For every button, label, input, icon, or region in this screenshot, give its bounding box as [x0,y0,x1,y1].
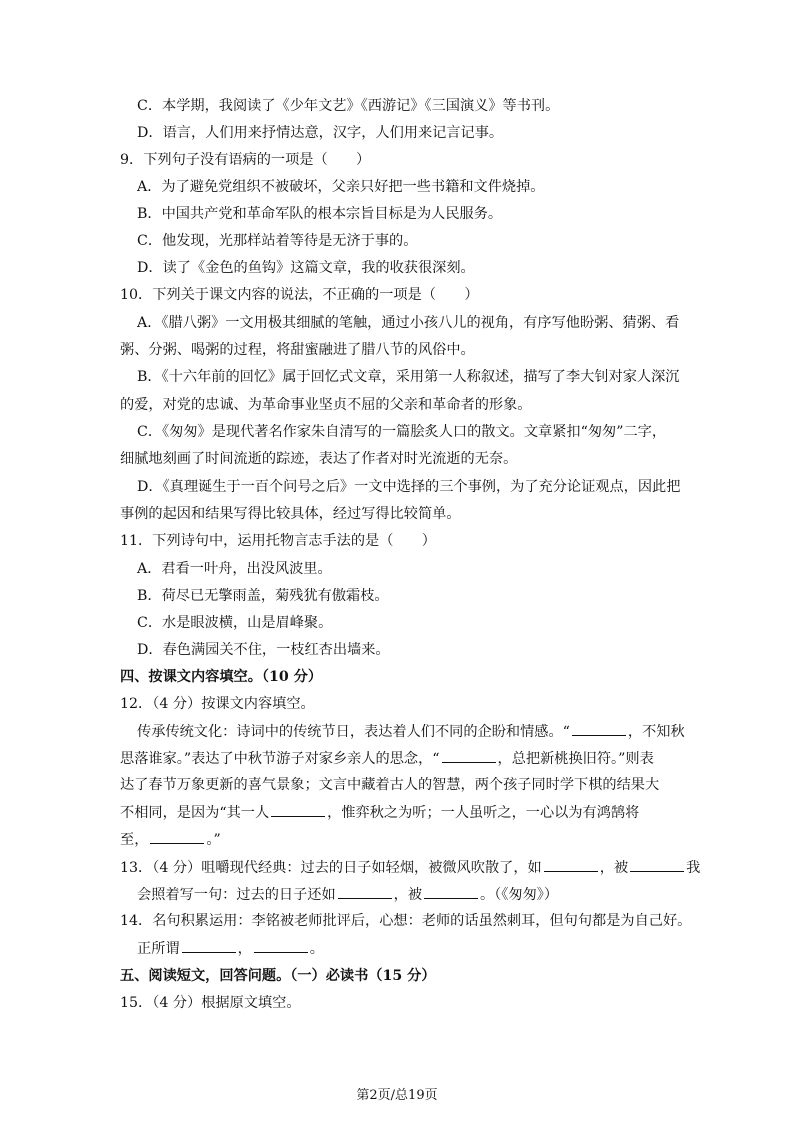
q10-option-a-line2: 粥、分粥、喝粥的过程，将甜蜜融进了腊八节的风俗中。 [120,342,475,358]
q10-option-c-line1: C．《匆匆》是现代著名作家朱自清写的一篇脍炙人口的散文。文章紧扣“匆匆”二字， [137,424,667,440]
q11-option-c: C．水是眼波横，山是眉峰聚。 [137,615,333,631]
q10-option-b-line1: B．《十六年前的回忆》属于回忆式文章，采用第一人称叙述，描写了李大钊对家人深沉 [137,369,680,385]
answer-blank[interactable] [572,721,626,736]
q12-stem: 12．（4 分）按课文内容填空。 [120,696,315,712]
q12-line3: 达了春节万象更新的喜气景象；文言中藏着古人的智慧，两个孩子同时学下棋的结果大 [120,777,660,793]
q8-option-d: D．语言，人们用来抒情达意，汉字，人们用来记言记事。 [137,125,504,141]
q14-line2: 正所谓 ， 。 [137,938,697,959]
q12-line5: 至， 。” [120,829,680,850]
q9-stem: 9．下列句子没有语病的一项是（ ） [120,152,371,168]
q12-line1: 传承传统文化：诗词中的传统节日，表达着人们不同的企盼和情感。“ ，不知秋 [137,721,697,742]
q12-line2: 思落谁家。”表达了中秋节游子对家乡亲人的思念，“ ，总把新桃换旧符。”则表 [120,748,680,769]
answer-blank[interactable] [254,938,308,953]
q12-line4: 不相同，是因为“其一人 ，惟弈秋之为听；一人虽听之，一心以为有鸿鹄将 [120,802,680,823]
answer-blank[interactable] [338,884,392,899]
answer-blank[interactable] [182,938,236,953]
q15-stem: 15．（4 分）根据原文填空。 [120,995,301,1011]
q14-line1: 14．名句积累运用：李铭被老师批评后，心想：老师的话虽然刺耳，但句句都是为自己好。 [120,913,692,929]
q11-stem: 11．下列诗句中，运用托物言志手法的是（ ） [120,533,436,549]
answer-blank[interactable] [271,802,325,817]
q11-option-b: B．荷尽已无擎雨盖，菊残犹有傲霜枝。 [137,588,389,604]
q9-option-b: B．中国共产党和革命军队的根本宗旨目标是为人民服务。 [137,206,503,222]
q10-option-a-line1: A．《腊八粥》一文用极其细腻的笔触，通过小孩八儿的视角，有序写他盼粥、猜粥、看 [137,315,680,331]
q13-line2: 会照着写一句：过去的日子还如 ，被 。（《匆匆》） [137,884,697,905]
q9-option-d: D．读了《金色的鱼钩》这篇文章，我的收获很深刻。 [137,260,475,276]
q10-stem: 10．下列关于课文内容的说法，不正确的一项是（ ） [120,287,479,303]
q10-option-b-line2: 的爱，对党的忠诚、为革命事业坚贞不屈的父亲和革命者的形象。 [120,397,532,413]
q11-option-a: A．君看一叶舟，出没风波里。 [137,561,332,577]
q10-option-d-line2: 事例的起因和结果写得比较具体，经过写得比较简单。 [120,506,461,522]
answer-blank[interactable] [630,857,684,872]
section-4-heading: 四、按课文内容填空。（10 分） [120,669,323,685]
answer-blank[interactable] [544,857,598,872]
answer-blank[interactable] [424,884,478,899]
q11-option-d: D．春色满园关不住，一枝红杏出墙来。 [137,642,390,658]
answer-blank[interactable] [150,829,204,844]
page-number: 第2页/总19页 [356,1088,438,1103]
q10-option-c-line2: 细腻地刻画了时间流逝的踪迹，表达了作者对时光流逝的无奈。 [120,451,518,467]
q10-option-d-line1: D．《真理诞生于一百个问号之后》一文中选择的三个事例，为了充分论证观点，因此把 [137,479,681,495]
section-5-heading: 五、阅读短文，回答问题。（一）必读书（15 分） [120,968,436,984]
q13-line1: 13．（4 分）咀嚼现代经典：过去的日子如轻烟，被微风吹散了，如 ，被 我 [120,857,680,878]
q9-option-c: C．他发现，光那样站着等待是无济于事的。 [137,233,418,249]
q8-option-c: C．本学期，我阅读了《少年文艺》《西游记》《三国演义》等书刊。 [137,98,560,114]
answer-blank[interactable] [442,748,496,763]
q9-option-a: A．为了避免党组织不被破坏，父亲只好把一些书籍和文件烧掉。 [137,179,545,195]
